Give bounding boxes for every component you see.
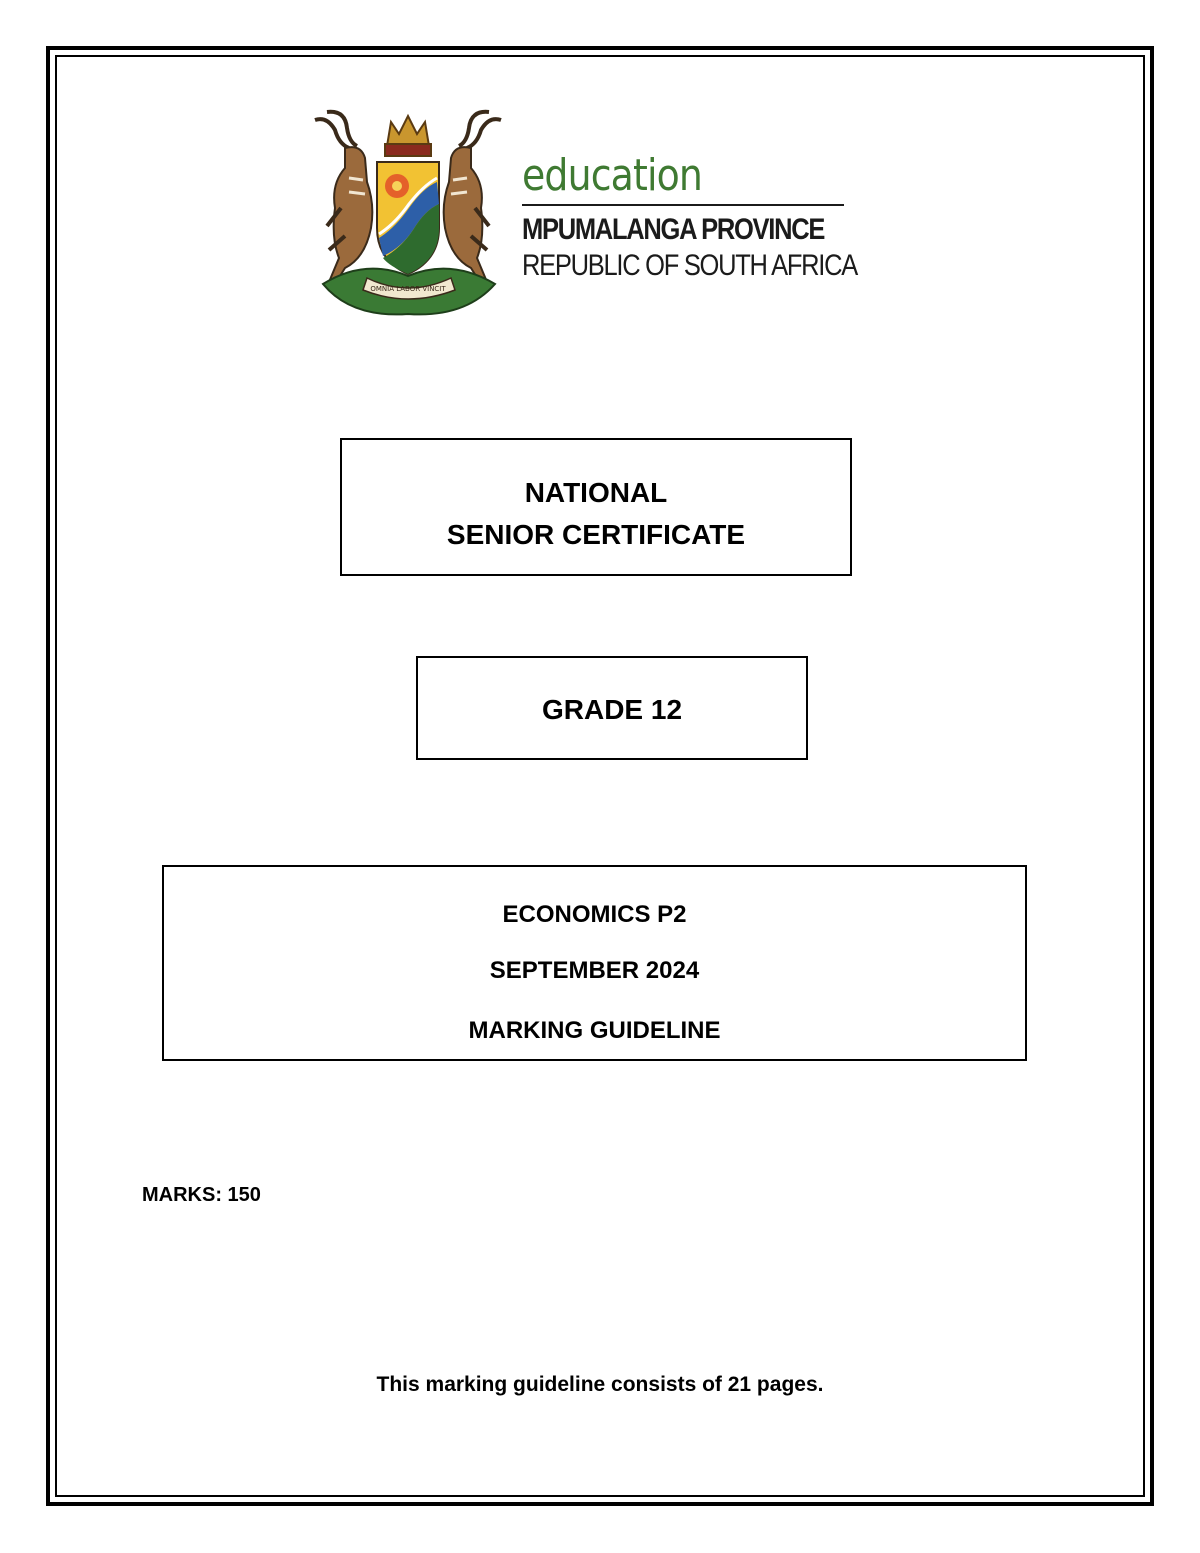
right-kudu-icon [444, 112, 501, 284]
total-marks: MARKS: 150 [142, 1184, 261, 1206]
left-kudu-icon [315, 112, 372, 284]
page-count-note: This marking guideline consists of 21 pages. [376, 1373, 824, 1396]
shield-icon [377, 162, 439, 274]
exam-date: SEPTEMBER 2024 [489, 957, 700, 984]
crown-icon [385, 116, 431, 156]
motto-text: OMNIA LABOR VINCIT [370, 285, 446, 293]
logo-text-block [522, 150, 862, 284]
certificate-title-line2: SENIOR CERTIFICATE [446, 519, 746, 550]
document-type: MARKING GUIDELINE [468, 1017, 721, 1044]
logo-divider [522, 204, 844, 206]
subject-title: ECONOMICS P2 [502, 901, 687, 928]
subject-box [162, 865, 1027, 1061]
education-wordmark: education [522, 150, 703, 201]
grade-box [416, 656, 808, 760]
certificate-title-box [340, 438, 852, 576]
grade-label: GRADE 12 [541, 694, 683, 725]
certificate-title-line1: NATIONAL [524, 477, 668, 508]
republic-name: REPUBLIC OF SOUTH AFRICA [522, 249, 857, 282]
province-name: MPUMALANGA PROVINCE [522, 213, 825, 246]
motto-banner-icon [323, 269, 495, 315]
